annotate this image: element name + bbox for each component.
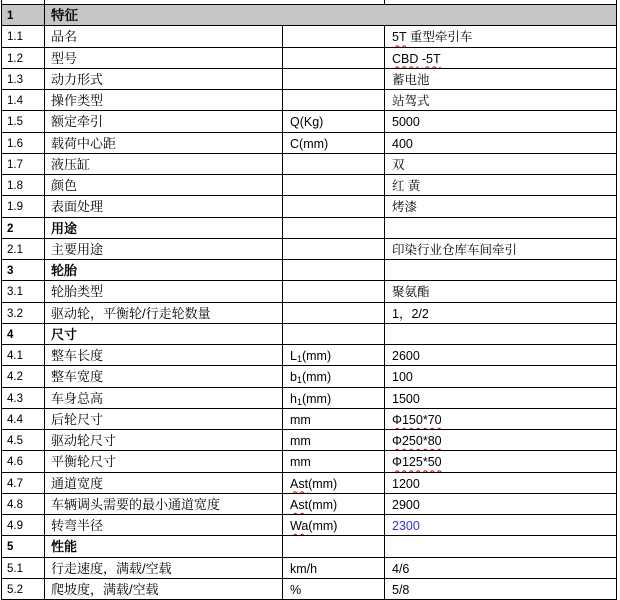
cell-text: 通道宽度	[51, 475, 104, 491]
cell-text: 型号	[51, 50, 78, 66]
cell-text: 品名	[51, 29, 78, 45]
cell-text: 液压缸	[51, 156, 91, 172]
cell-symbol-unit[interactable]	[283, 90, 385, 110]
cell-value[interactable]	[385, 111, 616, 131]
cell-text: Q(Kg)	[290, 115, 324, 130]
cell-text: 轮胎	[51, 263, 78, 278]
cell-row-number[interactable]: 1.2	[2, 48, 45, 68]
cell-symbol-unit[interactable]	[283, 111, 385, 131]
cell-row-number[interactable]: 1.1	[2, 26, 45, 46]
table-row	[2, 133, 616, 154]
cell-text: 特征	[51, 8, 78, 23]
cell-text: L	[290, 349, 297, 363]
cell-row-number[interactable]: 5.1	[2, 558, 45, 578]
cell-text: 100	[392, 370, 413, 385]
cell-item-name[interactable]	[45, 303, 283, 323]
cell-row-number[interactable]: 1.4	[2, 90, 45, 110]
cell-text: 主要用途	[51, 241, 104, 257]
cell-value[interactable]	[385, 324, 616, 344]
cell-symbol-unit[interactable]	[283, 218, 385, 238]
spellcheck-flagged-text: Wa	[290, 519, 309, 533]
cell-symbol-unit[interactable]	[283, 239, 385, 259]
cell-text: 额定牵引	[51, 114, 104, 130]
cell-text: 爬坡度，满载/空载	[51, 581, 159, 597]
cell-value[interactable]	[385, 196, 616, 216]
cell-row-number[interactable]: 1.7	[2, 154, 45, 174]
partial-row-above	[2, 0, 616, 5]
spellcheck-flagged-text: Φ125*50	[392, 455, 442, 470]
cell-text: 5/8	[392, 582, 410, 597]
cell-symbol-unit[interactable]	[283, 345, 385, 365]
cell-text: 2900	[392, 497, 420, 512]
spellcheck-flagged-text: CBD	[392, 51, 419, 66]
cell-value[interactable]	[385, 558, 616, 578]
table-row	[2, 536, 616, 557]
spellcheck-flagged-text: Ast	[290, 497, 309, 512]
table-row	[2, 515, 616, 536]
cell-value[interactable]	[385, 90, 616, 110]
grid-line	[384, 0, 385, 4]
cell-row-number[interactable]: 1.3	[2, 69, 45, 89]
table-row	[2, 494, 616, 515]
table-row	[2, 324, 616, 345]
cell-text: 站驾式	[392, 94, 430, 108]
cell-item-name[interactable]	[45, 218, 283, 238]
cell-text: C(mm)	[290, 136, 329, 151]
cell-symbol-unit[interactable]	[283, 430, 385, 450]
cell-symbol-unit[interactable]	[283, 494, 385, 514]
table-row	[2, 69, 616, 90]
cell-row-number[interactable]: 2.1	[2, 239, 45, 259]
cell-symbol-unit[interactable]	[283, 388, 385, 408]
table-row	[2, 345, 616, 366]
cell-value[interactable]	[385, 409, 616, 429]
cell-text: 重型牵引车	[406, 30, 473, 45]
table-row	[2, 154, 616, 175]
cell-value[interactable]	[385, 473, 616, 493]
cell-row-number[interactable]: 4.1	[2, 345, 45, 365]
table-row	[2, 90, 616, 111]
cell-symbol-unit[interactable]	[283, 133, 385, 153]
cell-text: (mm)	[308, 519, 338, 533]
cell-text: 印染行业仓库车间牵引	[392, 242, 518, 257]
cell-text: 2300	[392, 519, 420, 533]
table-row	[2, 430, 616, 451]
cell-value[interactable]	[385, 388, 616, 408]
cell-value[interactable]	[385, 154, 616, 174]
table-row	[2, 473, 616, 494]
cell-item-name[interactable]	[45, 175, 283, 195]
grid-line	[44, 0, 45, 4]
cell-symbol-unit[interactable]	[283, 579, 385, 599]
cell-text: 2600	[392, 349, 420, 363]
cell-text: 动力形式	[51, 71, 104, 87]
cell-symbol-unit[interactable]	[283, 260, 385, 280]
cell-text: 红 黄	[392, 179, 421, 193]
cell-text: 1	[296, 354, 302, 364]
cell-symbol-unit[interactable]	[283, 324, 385, 344]
cell-item-name[interactable]	[45, 69, 283, 89]
cell-row-number[interactable]: 4.7	[2, 473, 45, 493]
cell-text: (mm)	[308, 497, 338, 512]
cell-symbol-unit[interactable]	[283, 175, 385, 195]
cell-value[interactable]	[385, 536, 616, 556]
cell-symbol-unit[interactable]	[283, 473, 385, 493]
cell-symbol-unit[interactable]	[283, 558, 385, 578]
table-row	[2, 409, 616, 430]
cell-text: 双	[392, 157, 405, 172]
cell-text: 表面处理	[51, 199, 104, 215]
spellcheck-flagged-text: -5T	[421, 51, 441, 66]
cell-item-name[interactable]	[45, 260, 283, 280]
cell-text: mm	[290, 434, 311, 448]
cell-text: 1500	[392, 391, 420, 406]
cell-value[interactable]	[385, 260, 616, 280]
cell-text: 聚氨酯	[392, 285, 430, 300]
cell-text: 颜色	[51, 178, 78, 193]
cell-item-name[interactable]	[45, 345, 283, 365]
cell-text: 驱动轮尺寸	[51, 433, 117, 448]
cell-row-number[interactable]: 4.3	[2, 388, 45, 408]
cell-text: 烤漆	[392, 200, 418, 215]
cell-text: 400	[392, 136, 413, 151]
table-row	[2, 26, 616, 47]
cell-row-number[interactable]: 3.1	[2, 281, 45, 301]
cell-item-name[interactable]	[45, 366, 283, 386]
cell-row-number[interactable]: 4	[2, 324, 45, 344]
cell-value[interactable]	[385, 69, 616, 89]
cell-symbol-unit[interactable]	[283, 303, 385, 323]
cell-text: %	[290, 582, 302, 597]
cell-text: 整车宽度	[51, 369, 104, 385]
cell-text: 轮胎类型	[51, 284, 104, 300]
table-row	[2, 579, 616, 600]
cell-value[interactable]	[385, 494, 616, 514]
cell-symbol-unit[interactable]	[283, 515, 385, 535]
cell-row-number[interactable]: 1	[2, 5, 45, 25]
cell-symbol-unit[interactable]	[283, 366, 385, 386]
cell-value[interactable]	[385, 175, 616, 195]
cell-item-name[interactable]	[45, 5, 616, 25]
cell-text: 车身总高	[51, 390, 104, 406]
cell-symbol-unit[interactable]	[283, 154, 385, 174]
cell-row-number[interactable]: 4.5	[2, 430, 45, 450]
cell-row-number[interactable]: 1.5	[2, 111, 45, 131]
cell-text: 载荷中心距	[51, 135, 117, 151]
cell-row-number[interactable]: 5	[2, 536, 45, 556]
spellcheck-flagged-text: 5T	[392, 30, 407, 45]
cell-item-name[interactable]	[45, 281, 283, 301]
cell-item-name[interactable]	[45, 90, 283, 110]
spellcheck-flagged-text: Φ250*80	[392, 434, 442, 448]
table-row	[2, 48, 616, 69]
cell-row-number[interactable]: 4.4	[2, 409, 45, 429]
cell-value[interactable]	[385, 218, 616, 238]
spellcheck-flagged-text: Ast	[290, 476, 309, 491]
table-row	[2, 196, 616, 217]
table-row	[2, 5, 616, 26]
cell-text: 1	[296, 396, 302, 407]
cell-row-number[interactable]: 1.6	[2, 133, 45, 153]
table-row	[2, 388, 616, 409]
cell-symbol-unit[interactable]	[283, 48, 385, 68]
cell-symbol-unit[interactable]	[283, 409, 385, 429]
cell-item-name[interactable]	[45, 111, 283, 131]
cell-value[interactable]	[385, 366, 616, 386]
table-row	[2, 260, 616, 281]
cell-text: 转弯半径	[51, 518, 104, 533]
cell-item-name[interactable]	[45, 239, 283, 259]
cell-value[interactable]	[385, 345, 616, 365]
cell-text: 驱动轮，平衡轮/行走轮数量	[51, 305, 211, 321]
cell-value[interactable]	[385, 133, 616, 153]
cell-item-name[interactable]	[45, 409, 283, 429]
table-row	[2, 366, 616, 387]
table-row	[2, 218, 616, 239]
spec-table-rows	[2, 5, 616, 600]
cell-text: 行走速度，满载/空载	[51, 560, 172, 576]
spec-table	[1, 0, 617, 600]
cell-text: 尺寸	[51, 326, 78, 342]
cell-item-name[interactable]	[45, 154, 283, 174]
cell-value[interactable]	[385, 239, 616, 259]
cell-text: 蓄电池	[392, 72, 430, 87]
cell-item-name[interactable]	[45, 196, 283, 216]
cell-item-name[interactable]	[45, 558, 283, 578]
cell-text: 性能	[51, 539, 78, 555]
cell-text: mm	[290, 412, 311, 427]
cell-row-number[interactable]: 4.9	[2, 515, 45, 535]
cell-row-number[interactable]: 1.8	[2, 175, 45, 195]
cell-row-number[interactable]: 4.8	[2, 494, 45, 514]
cell-value[interactable]	[385, 281, 616, 301]
cell-item-name[interactable]	[45, 430, 283, 450]
cell-symbol-unit[interactable]	[283, 451, 385, 471]
table-row	[2, 239, 616, 260]
cell-symbol-unit[interactable]	[283, 196, 385, 216]
cell-row-number[interactable]: 1.9	[2, 196, 45, 216]
cell-item-name[interactable]	[45, 451, 283, 471]
cell-value[interactable]	[385, 430, 616, 450]
cell-text: h	[290, 391, 297, 406]
cell-symbol-unit[interactable]	[283, 26, 385, 46]
cell-row-number[interactable]: 5.2	[2, 579, 45, 599]
cell-text: (mm)	[301, 370, 332, 385]
cell-item-name[interactable]	[45, 26, 283, 46]
cell-text: 1，2/2	[392, 306, 429, 321]
cell-row-number[interactable]: 4.2	[2, 366, 45, 386]
cell-text: 后轮尺寸	[51, 411, 104, 427]
cell-row-number[interactable]: 4.6	[2, 451, 45, 471]
cell-text: 用途	[51, 220, 78, 236]
cell-text: b	[290, 370, 297, 385]
table-row	[2, 281, 616, 302]
cell-item-name[interactable]	[45, 494, 283, 514]
cell-text: (mm)	[301, 391, 332, 406]
cell-text: 1	[296, 375, 302, 386]
cell-value[interactable]	[385, 26, 616, 46]
cell-value[interactable]	[385, 451, 616, 471]
cell-item-name[interactable]	[45, 579, 283, 599]
cell-text: 4/6	[392, 561, 410, 576]
cell-text: km/h	[290, 561, 318, 576]
cell-item-name[interactable]	[45, 536, 283, 556]
cell-item-name[interactable]	[45, 324, 283, 344]
cell-value[interactable]	[385, 579, 616, 599]
cell-symbol-unit[interactable]	[283, 281, 385, 301]
table-row	[2, 111, 616, 132]
cell-row-number[interactable]: 2	[2, 218, 45, 238]
cell-value[interactable]	[385, 48, 616, 68]
table-row	[2, 303, 616, 324]
cell-item-name[interactable]	[45, 48, 283, 68]
cell-symbol-unit[interactable]	[283, 69, 385, 89]
table-row	[2, 558, 616, 579]
cell-text: (mm)	[308, 476, 338, 491]
cell-item-name[interactable]	[45, 133, 283, 153]
table-row	[2, 175, 616, 196]
cell-text: 平衡轮尺寸	[51, 454, 117, 470]
cell-value[interactable]	[385, 303, 616, 323]
cell-row-number[interactable]: 3	[2, 260, 45, 280]
cell-item-name[interactable]	[45, 515, 283, 535]
cell-symbol-unit[interactable]	[283, 536, 385, 556]
cell-text: (mm)	[301, 349, 332, 363]
cell-text: mm	[290, 455, 311, 470]
table-row	[2, 451, 616, 472]
cell-text: 车辆调头需要的最小通道宽度	[51, 496, 221, 512]
cell-text: 1200	[392, 476, 420, 491]
cell-text: 5000	[392, 115, 420, 130]
cell-item-name[interactable]	[45, 473, 283, 493]
spellcheck-flagged-text: Φ150*70	[392, 412, 442, 427]
cell-value[interactable]	[385, 515, 616, 535]
cell-item-name[interactable]	[45, 388, 283, 408]
cell-text: 操作类型	[51, 93, 104, 108]
cell-row-number[interactable]: 3.2	[2, 303, 45, 323]
cell-text: 整车长度	[51, 348, 104, 363]
